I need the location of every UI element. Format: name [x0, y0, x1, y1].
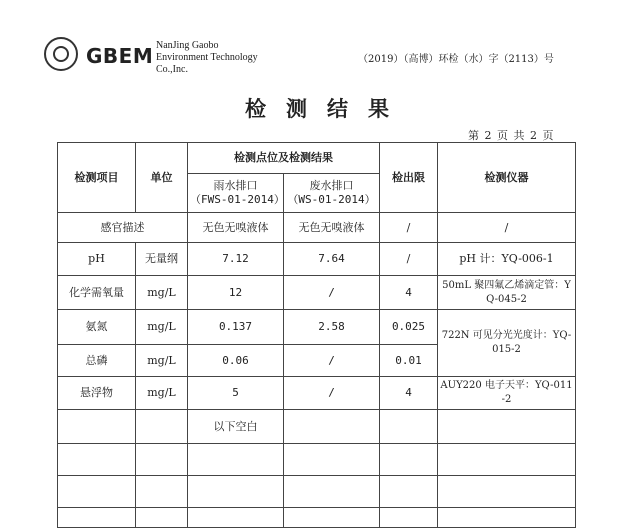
company-name [156, 40, 258, 76]
logo-ring [53, 46, 69, 62]
blank-cell [380, 444, 438, 476]
cell-point-1: 12 [188, 276, 284, 310]
cell-point-2: 7.64 [284, 243, 380, 276]
blank-cell [284, 508, 380, 528]
page-title: 检测结果 [245, 96, 409, 121]
header-point-1 [188, 174, 284, 213]
blank-cell [284, 476, 380, 508]
cell-point-2: / [284, 345, 380, 377]
cell-unit: mg/L [136, 345, 188, 377]
header-item: 检测项目 [58, 143, 136, 213]
blank-cell [136, 476, 188, 508]
cell-instrument: pH 计：YQ-006-1 [438, 243, 576, 276]
table-row [58, 508, 576, 528]
blank-cell [188, 444, 284, 476]
blank-cell [136, 508, 188, 528]
blank-cell [380, 410, 438, 444]
cell-unit: 无量纲 [136, 243, 188, 276]
cell-instrument: AUY220 电子天平：YQ-011-2 [438, 377, 576, 410]
point-2-code: （WS-01-2014） [287, 193, 376, 206]
blank-cell [380, 508, 438, 528]
cell-instrument: 722N 可见分光光度计：YQ-015-2 [438, 310, 576, 377]
cell-item: 氨氮 [58, 310, 136, 345]
cell-point-2: / [284, 276, 380, 310]
brand-name: GBEM [86, 44, 154, 68]
point-1-code: （FWS-01-2014） [190, 193, 285, 206]
cell-point-1: 无色无嗅液体 [188, 213, 284, 243]
table-row [58, 310, 576, 345]
header-point-2 [284, 174, 380, 213]
report-number: （2019）（高博）环检（水）字（2113）号 [358, 54, 554, 65]
header-instrument: 检测仪器 [438, 143, 576, 213]
cell-instrument: 50mL 聚四氟乙烯滴定管：YQ-045-2 [438, 276, 576, 310]
blank-cell [136, 444, 188, 476]
table-row [58, 410, 576, 444]
page-indicator: 第 2 页 共 2 页 [468, 129, 555, 142]
cell-item: 化学需氧量 [58, 276, 136, 310]
blank-cell [380, 476, 438, 508]
results-table [57, 142, 576, 528]
blank-cell [58, 410, 136, 444]
cell-limit: / [380, 243, 438, 276]
cell-unit: mg/L [136, 377, 188, 410]
cell-limit: 4 [380, 377, 438, 410]
cell-unit: mg/L [136, 310, 188, 345]
cell-limit: 4 [380, 276, 438, 310]
company-logo [44, 37, 78, 71]
header-unit: 单位 [136, 143, 188, 213]
blank-cell [284, 444, 380, 476]
company-line-2: Environment Technology [156, 52, 258, 63]
cell-limit: / [380, 213, 438, 243]
header-points: 检测点位及检测结果 [188, 143, 380, 174]
cell-point-2: 无色无嗅液体 [284, 213, 380, 243]
blank-cell [188, 508, 284, 528]
cell-unit: mg/L [136, 276, 188, 310]
table-row [58, 377, 576, 410]
cell-instrument: / [438, 213, 576, 243]
table-row [58, 444, 576, 476]
cell-point-1: 7.12 [188, 243, 284, 276]
cell-point-2: 2.58 [284, 310, 380, 345]
header-row-1 [58, 143, 576, 174]
blank-cell [58, 508, 136, 528]
blank-cell [438, 444, 576, 476]
blank-cell [438, 508, 576, 528]
cell-point-2: / [284, 377, 380, 410]
point-1-name: 雨水排口 [213, 179, 258, 192]
cell-item: 悬浮物 [58, 377, 136, 410]
company-line-1: NanJing Gaobo [156, 40, 219, 51]
company-line-3: Co.,Inc. [156, 64, 188, 75]
blank-cell [58, 476, 136, 508]
blank-cell [58, 444, 136, 476]
blank-cell [284, 410, 380, 444]
table-row [58, 476, 576, 508]
cell-item: pH [58, 243, 136, 276]
cell-limit: 0.025 [380, 310, 438, 345]
cell-item: 总磷 [58, 345, 136, 377]
table-row [58, 276, 576, 310]
cell-limit: 0.01 [380, 345, 438, 377]
cell-point-1: 0.137 [188, 310, 284, 345]
table-row [58, 213, 576, 243]
header-limit: 检出限 [380, 143, 438, 213]
point-2-name: 废水排口 [309, 179, 354, 192]
table-row [58, 243, 576, 276]
blank-cell [188, 476, 284, 508]
cell-item: 感官描述 [58, 213, 188, 243]
blank-cell [438, 410, 576, 444]
blank-note: 以下空白 [188, 410, 284, 444]
blank-cell [136, 410, 188, 444]
blank-cell [438, 476, 576, 508]
cell-point-1: 0.06 [188, 345, 284, 377]
cell-point-1: 5 [188, 377, 284, 410]
